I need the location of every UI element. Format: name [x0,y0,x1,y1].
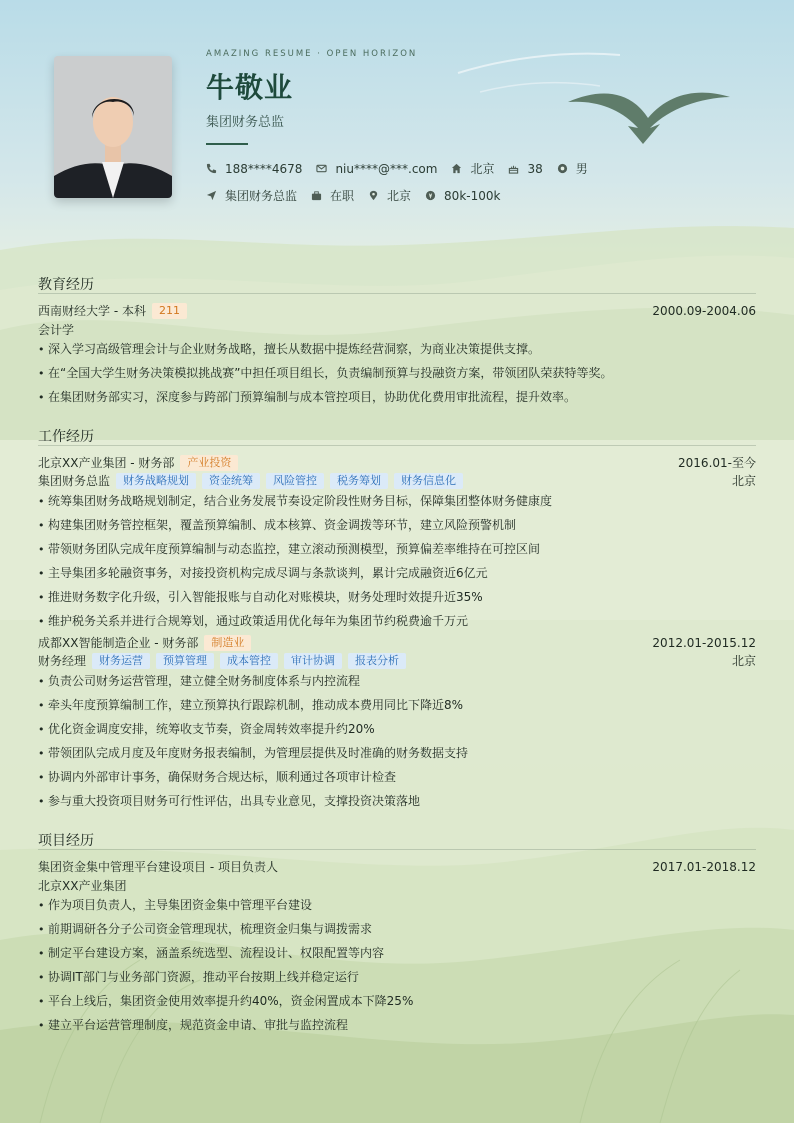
portrait-image [54,56,172,198]
job-role-row [38,652,756,669]
job-header [38,454,756,471]
job-bullet: • 统筹集团财务战略规划制定，结合业务发展节奏设定阶段性财务目标，保障集团整体财务健康度 [38,492,552,509]
job-dates: 2012.01-2015.12 [652,635,756,650]
education-dates: 2000.09-2004.06 [652,303,756,318]
job-city: 北京 [731,654,756,668]
education-major: 会计学 [38,323,75,337]
projects-heading: 项目经历 [38,833,94,849]
gender-icon [557,163,568,174]
age-item [508,162,542,176]
intent-position-text: 集团财务总监 [225,189,298,203]
skill-tag: 财务运营 [92,653,150,669]
education-bullet: • 在集团财务部实习，深度参与跨部门预算编制与成本管控项目，协助优化费用审批流程，提升效率。 [38,388,576,405]
job-bullet: • 负责公司财务运营管理，建立健全财务制度体系与内控流程 [38,672,360,689]
skill-tag: 风险管控 [266,473,324,489]
job-bullet: • 牵头年度预算编制工作，建立预算执行跟踪机制，推动成本费用同比下降近8% [38,696,463,713]
location-icon [368,190,379,201]
job-title: 集团财务总监 [206,115,285,130]
project-org: 北京XX产业集团 [38,879,127,893]
send-icon [206,190,217,201]
job-bullet: • 优化资金调度安排，统筹收支节奏，资金周转效率提升约20% [38,720,375,737]
education-bullet: • 深入学习高级管理会计与企业财务战略，擅长从数据中提炼经营洞察，为商业决策提供支撑。 [38,340,540,357]
gender-item [557,160,588,177]
skill-tag: 财务信息化 [394,473,463,489]
phone-icon [206,163,217,174]
salary-item [425,189,500,203]
work-heading: 工作经历 [38,429,94,445]
work-divider [38,445,756,446]
job-city: 北京 [731,474,756,488]
project-title: 集团资金集中管理平台建设项目 - 项目负责人 [38,860,278,874]
education-heading: 教育经历 [38,277,94,293]
education-bullet: • 在“全国大学生财务决策模拟挑战赛”中担任项目组长，负责编制预算与投融资方案，带领团队荣获特等奖。 [38,364,612,381]
gender-text: 男 [575,162,588,176]
job-role-row [38,472,756,489]
project-bullet: • 作为项目负责人，主导集团资金集中管理平台建设 [38,896,312,913]
candidate-name: 牛敬业 [206,71,294,104]
title-divider [206,143,248,145]
age-text: 38 [527,161,543,176]
job-role: 财务经理 [38,654,87,668]
contact-row [206,160,602,177]
avatar [54,56,172,198]
job-bullet: • 带领团队完成月度及年度财务报表编制，为管理层提供及时准确的财务数据支持 [38,744,468,761]
phone-item [206,162,302,176]
skill-tag: 财务战略规划 [116,473,196,489]
project-bullet: • 建立平台运营管理制度，规范资金申请、审批与监控流程 [38,1016,348,1033]
job-bullet: • 协调内外部审计事务，确保财务合规达标，顺利通过各项审计检查 [38,768,396,785]
company-name: 成都XX智能制造企业 - 财务部 [38,636,199,650]
skill-tag: 预算管理 [156,653,214,669]
phone-text: 188****4678 [225,161,303,176]
city-item [451,160,494,177]
project-bullet: • 协调IT部门与业务部门资源，推动平台按期上线并稳定运行 [38,968,359,985]
salary-icon [425,190,436,201]
skill-tag: 成本管控 [220,653,278,669]
skill-tag: 报表分析 [348,653,406,669]
education-entry [38,302,756,319]
project-bullet: • 前期调研各分子公司资金管理现状，梳理资金归集与调拨需求 [38,920,372,937]
email-text: niu****@***.com [335,161,438,176]
job-bullet: • 推进财务数字化升级，引入智能报账与自动化对账模块，财务处理时效提升近35% [38,588,483,605]
intent-city-item [368,187,411,204]
job-intent-row [206,187,514,204]
job-header [38,634,756,651]
home-icon [451,163,462,174]
email-item [316,162,437,176]
job-bullet: • 维护税务关系并进行合规筹划，通过政策适用优化每年为集团节约税费逾千万元 [38,612,468,629]
job-bullet: • 参与重大投资项目财务可行性评估，出具专业意见，支撑投资决策落地 [38,792,420,809]
project-header [38,858,756,875]
school-tag: 211 [152,303,187,319]
status-item [311,187,354,204]
industry-tag: 制造业 [204,635,251,651]
briefcase-icon [311,190,322,201]
job-role: 集团财务总监 [38,474,111,488]
project-dates: 2017.01-2018.12 [652,859,756,874]
intent-position-item [206,187,297,204]
project-bullet: • 平台上线后，集团资金使用效率提升约40%，资金闲置成本下降25% [38,992,413,1009]
salary-text: 80k-100k [444,188,501,203]
projects-divider [38,849,756,850]
education-divider [38,293,756,294]
skill-tag: 审计协调 [284,653,342,669]
job-dates: 2016.01-至今 [678,456,756,470]
cake-icon [508,163,519,174]
skill-tag: 资金统筹 [202,473,260,489]
job-bullet: • 主导集团多轮融资事务，对接投资机构完成尽调与条款谈判，累计完成融资近6亿元 [38,564,488,581]
skill-tag: 税务筹划 [330,473,388,489]
industry-tag: 产业投资 [180,455,238,471]
company-name: 北京XX产业集团 - 财务部 [38,456,175,470]
project-bullet: • 制定平台建设方案，涵盖系统选型、流程设计、权限配置等内容 [38,944,384,961]
city-text: 北京 [470,162,495,176]
school-name: 西南财经大学 - 本科 [38,304,146,318]
status-text: 在职 [330,189,355,203]
mail-icon [316,163,327,174]
job-bullet: • 构建集团财务管控框架，覆盖预算编制、成本核算、资金调拨等环节，建立风险预警机制 [38,516,516,533]
resume-tagline: AMAZING RESUME · OPEN HORIZON [206,49,418,59]
job-bullet: • 带领财务团队完成年度预算编制与动态监控，建立滚动预测模型，预算偏差率维持在可控区间 [38,540,540,557]
intent-city-text: 北京 [387,189,412,203]
